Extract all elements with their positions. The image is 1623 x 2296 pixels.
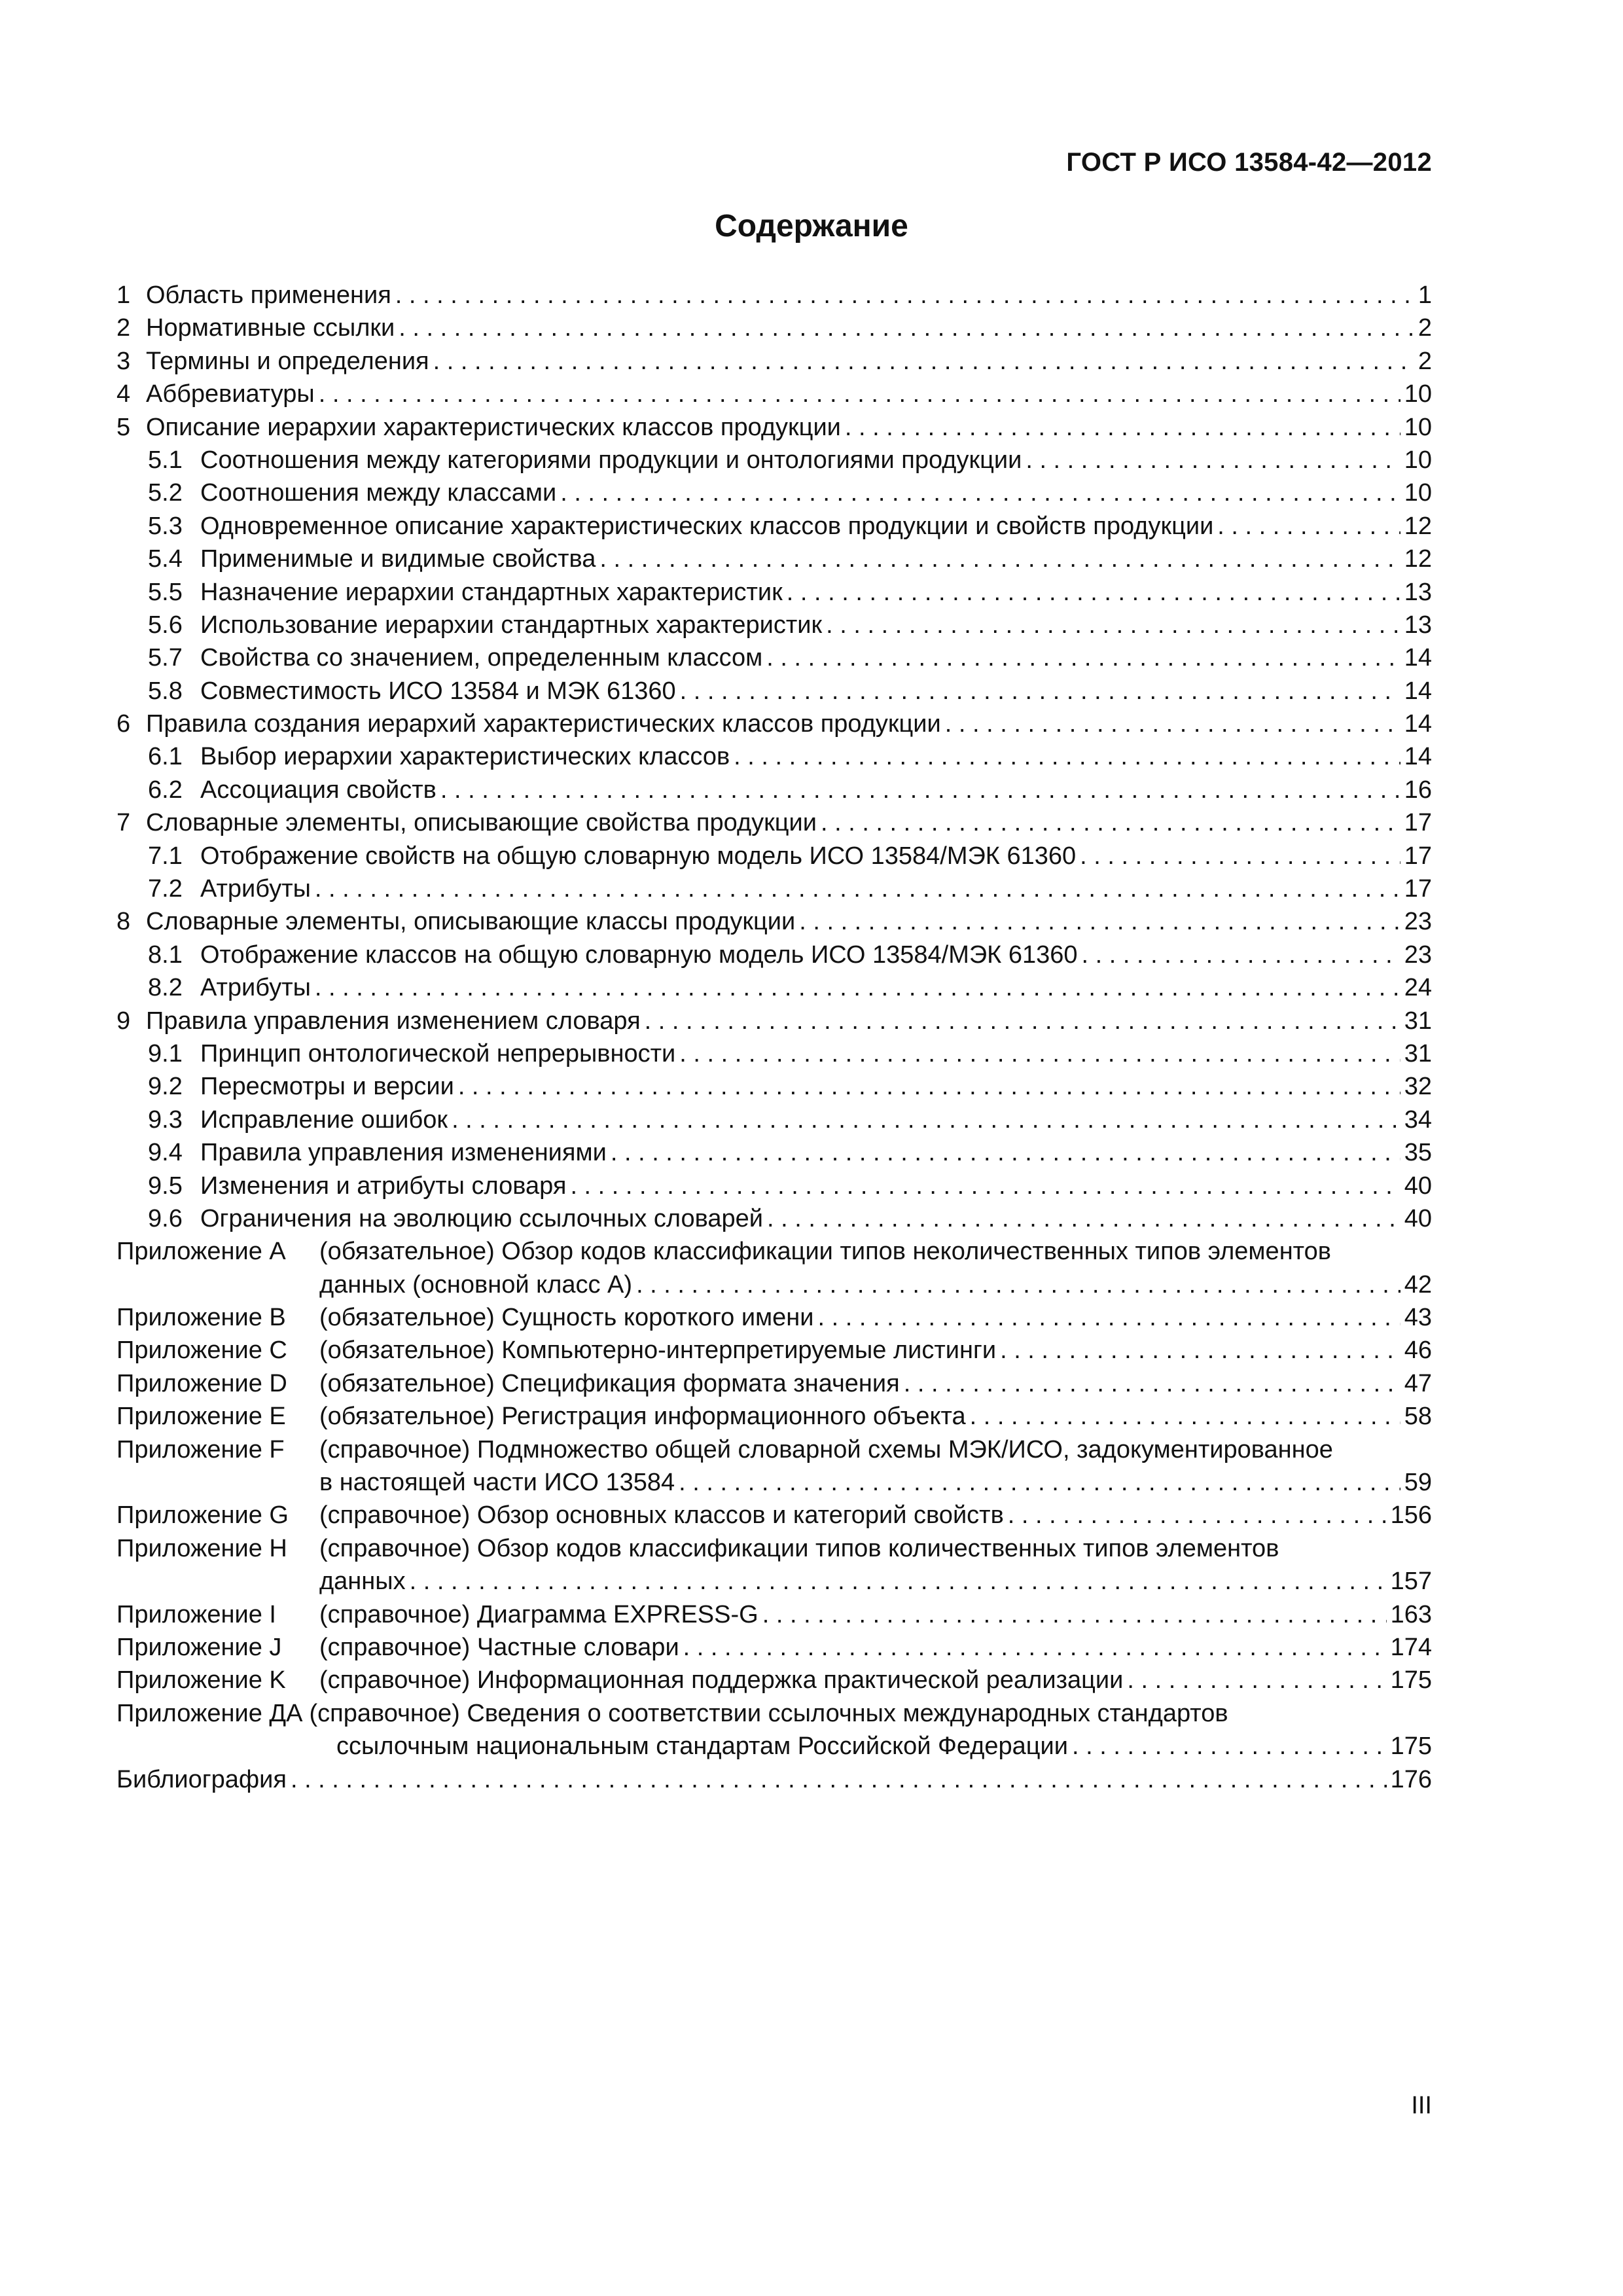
section-number: 9.4 bbox=[148, 1139, 183, 1167]
table-of-contents bbox=[116, 279, 1432, 1796]
toc-annex-a[interactable] bbox=[116, 1235, 1432, 1268]
annex-title: (справочное) Частные словари bbox=[319, 1634, 679, 1661]
section-title: Одновременное описание характеристических классов продукции и свойств продукции bbox=[200, 512, 1214, 540]
toc-entry[interactable] bbox=[116, 609, 1432, 641]
section-title: Отображение классов на общую словарную модель ИСО 13584/МЭК 61360 bbox=[200, 941, 1078, 969]
page-number: 16 bbox=[1404, 776, 1432, 804]
leader-dots bbox=[821, 806, 1400, 839]
leader-dots bbox=[787, 576, 1400, 609]
toc-entry[interactable] bbox=[116, 279, 1432, 312]
page-number: 40 bbox=[1404, 1172, 1432, 1200]
leader-dots bbox=[636, 1268, 1400, 1301]
leader-dots bbox=[611, 1136, 1400, 1169]
section-title: Принцип онтологической непрерывности bbox=[200, 1039, 676, 1067]
page-number: 14 bbox=[1404, 743, 1432, 771]
annex-title: (справочное) Обзор основных классов и категорий свойств bbox=[319, 1501, 1004, 1530]
page-number: 13 bbox=[1404, 611, 1432, 639]
page-number: 13 bbox=[1404, 578, 1432, 606]
toc-annex-f-cont[interactable] bbox=[116, 1466, 1432, 1499]
leader-dots bbox=[679, 1037, 1400, 1070]
toc-entry[interactable] bbox=[116, 806, 1432, 839]
leader-dots bbox=[291, 1763, 1387, 1796]
toc-entry[interactable] bbox=[116, 576, 1432, 609]
annex-title: (обязательное) Регистрация информационного объекта bbox=[319, 1403, 966, 1431]
leader-dots bbox=[1082, 939, 1400, 971]
toc-entry[interactable] bbox=[116, 476, 1432, 509]
page-number: 31 bbox=[1404, 1039, 1432, 1067]
annex-title: (обязательное) Сущность короткого имени bbox=[319, 1304, 814, 1332]
section-number: 9.5 bbox=[148, 1172, 183, 1200]
section-number: 5.6 bbox=[148, 611, 183, 639]
toc-annex-d[interactable] bbox=[116, 1367, 1432, 1400]
page-number: 176 bbox=[1390, 1765, 1432, 1793]
leader-dots bbox=[395, 279, 1414, 312]
leader-dots bbox=[1217, 510, 1400, 543]
annex-title: (справочное) Информационная поддержка практической реализации bbox=[319, 1666, 1124, 1695]
section-number: 7.2 bbox=[148, 875, 183, 903]
annex-title-cont: ссылочным национальным стандартам Российской Федерации bbox=[336, 1732, 1069, 1761]
toc-entry[interactable] bbox=[116, 641, 1432, 674]
page-number: 2 bbox=[1418, 347, 1432, 375]
annex-label: Приложение Н bbox=[116, 1534, 287, 1562]
section-number: 8 bbox=[116, 908, 131, 936]
section-title: Исправление ошибок bbox=[200, 1105, 448, 1134]
toc-bibliography[interactable] bbox=[116, 1763, 1432, 1796]
section-number: 7.1 bbox=[148, 842, 183, 870]
section-number: 5.4 bbox=[148, 545, 183, 573]
toc-entry[interactable] bbox=[116, 939, 1432, 971]
section-number: 7 bbox=[116, 809, 131, 837]
toc-annex-da[interactable] bbox=[116, 1697, 1432, 1730]
section-number: 6 bbox=[116, 710, 131, 738]
leader-dots bbox=[315, 971, 1400, 1004]
section-title: Изменения и атрибуты словаря bbox=[200, 1172, 567, 1200]
toc-entry[interactable] bbox=[116, 740, 1432, 773]
leader-dots bbox=[570, 1170, 1400, 1202]
leader-dots bbox=[970, 1400, 1400, 1433]
section-title: Использование иерархии стандартных характеристик bbox=[200, 611, 823, 639]
page-number: 42 bbox=[1404, 1270, 1432, 1299]
annex-label: Приложение F bbox=[116, 1435, 285, 1463]
page-number: 24 bbox=[1404, 974, 1432, 1002]
toc-entry[interactable] bbox=[116, 1037, 1432, 1070]
section-title: Соотношения между классами bbox=[200, 479, 557, 507]
section-number: 1 bbox=[116, 281, 131, 309]
annex-label: Приложение В bbox=[116, 1304, 286, 1332]
section-number: 6.2 bbox=[148, 776, 183, 804]
section-title: Соотношения между категориями продукции и онтологиями продукции bbox=[200, 446, 1022, 474]
section-title: Выбор иерархии характеристических классов bbox=[200, 743, 730, 771]
section-title: Правила создания иерархий характеристических классов продукции bbox=[146, 710, 941, 738]
section-number: 5 bbox=[116, 413, 131, 441]
page-number: 10 bbox=[1404, 479, 1432, 507]
section-title: Словарные элементы, описывающие свойства продукции bbox=[146, 809, 817, 837]
section-number: 9.1 bbox=[148, 1039, 183, 1067]
section-number: 5.7 bbox=[148, 644, 183, 672]
leader-dots bbox=[799, 905, 1400, 938]
section-title: Применимые и видимые свойства bbox=[200, 545, 596, 573]
toc-entry[interactable] bbox=[116, 1170, 1432, 1202]
page-number: 156 bbox=[1390, 1501, 1432, 1530]
toc-entry[interactable] bbox=[116, 1005, 1432, 1037]
toc-entry[interactable] bbox=[116, 1070, 1432, 1103]
page-number: 1 bbox=[1418, 281, 1432, 309]
section-number: 3 bbox=[116, 347, 131, 375]
section-title: Область применения bbox=[146, 281, 391, 309]
page-number: 43 bbox=[1404, 1304, 1432, 1332]
annex-title: (обязательное) Компьютерно-интерпретируемые листинги bbox=[319, 1336, 997, 1365]
toc-entry[interactable] bbox=[116, 675, 1432, 708]
leader-dots bbox=[762, 1598, 1387, 1631]
page-number: 10 bbox=[1404, 380, 1432, 408]
annex-label: Приложение G bbox=[116, 1501, 289, 1530]
page-number: 14 bbox=[1404, 710, 1432, 738]
section-number: 5.1 bbox=[148, 446, 183, 474]
section-number: 5.5 bbox=[148, 578, 183, 606]
page-number: 12 bbox=[1404, 545, 1432, 573]
toc-entry[interactable] bbox=[116, 312, 1432, 344]
annex-label: Приложение J bbox=[116, 1634, 282, 1661]
section-number: 4 bbox=[116, 380, 131, 408]
page-number: 157 bbox=[1390, 1568, 1432, 1596]
leader-dots bbox=[433, 345, 1414, 378]
section-number: 9 bbox=[116, 1007, 131, 1035]
leader-dots bbox=[1000, 1334, 1400, 1367]
toc-annex-b[interactable] bbox=[116, 1301, 1432, 1334]
section-number: 5.2 bbox=[148, 479, 183, 507]
section-number: 9.2 bbox=[148, 1073, 183, 1101]
leader-dots bbox=[679, 1466, 1400, 1499]
page-number: 10 bbox=[1404, 413, 1432, 441]
leader-dots bbox=[826, 609, 1400, 641]
toc-sections bbox=[116, 279, 1432, 1235]
toc-entry[interactable] bbox=[116, 378, 1432, 410]
leader-dots bbox=[767, 1202, 1400, 1235]
toc-entry[interactable] bbox=[116, 444, 1432, 476]
toc-annex-i[interactable] bbox=[116, 1598, 1432, 1631]
leader-dots bbox=[1072, 1730, 1387, 1763]
annex-label: Приложение ДА bbox=[116, 1699, 303, 1727]
page-number: 58 bbox=[1404, 1403, 1432, 1431]
leader-dots bbox=[766, 641, 1400, 674]
toc-entry[interactable] bbox=[116, 905, 1432, 938]
toc-entry[interactable] bbox=[116, 708, 1432, 740]
section-title: Ограничения на эволюцию ссылочных словарей bbox=[200, 1204, 764, 1232]
leader-dots bbox=[680, 675, 1400, 708]
page-number: 2 bbox=[1418, 314, 1432, 342]
leader-dots bbox=[458, 1070, 1400, 1103]
section-title: Правила управления изменениями bbox=[200, 1139, 607, 1167]
document-code: ГОСТ Р ИСО 13584-42—2012 bbox=[1066, 148, 1432, 177]
bibliography-label: Библиография bbox=[116, 1765, 287, 1793]
page-number: 174 bbox=[1390, 1634, 1432, 1661]
annex-title-cont: данных bbox=[319, 1568, 406, 1596]
page-title: Содержание bbox=[715, 209, 908, 243]
annex-title: (обязательное) Обзор кодов классификации типов неколичественных типов элементов bbox=[319, 1238, 1331, 1266]
toc-entry[interactable] bbox=[116, 1202, 1432, 1235]
leader-dots bbox=[315, 872, 1400, 905]
toc-entry[interactable] bbox=[116, 1103, 1432, 1136]
leader-dots bbox=[845, 411, 1400, 444]
leader-dots bbox=[818, 1301, 1400, 1334]
leader-dots bbox=[440, 774, 1400, 806]
leader-dots bbox=[1127, 1664, 1386, 1696]
page-number-footer: III bbox=[1411, 2092, 1432, 2119]
annex-label: Приложение I bbox=[116, 1600, 276, 1628]
leader-dots bbox=[945, 708, 1400, 740]
page-number: 17 bbox=[1404, 842, 1432, 870]
toc-annex-f[interactable] bbox=[116, 1433, 1432, 1466]
section-number: 5.3 bbox=[148, 512, 183, 540]
section-title: Свойства со значением, определенным классом bbox=[200, 644, 763, 672]
annex-title: (справочное) Сведения о соответствии ссылочных международных стандартов bbox=[309, 1699, 1228, 1727]
leader-dots bbox=[560, 476, 1400, 509]
section-title: Совместимость ИСО 13584 и МЭК 61360 bbox=[200, 677, 676, 705]
page-number: 17 bbox=[1404, 809, 1432, 837]
annex-title-cont: данных (основной класс А) bbox=[319, 1270, 633, 1299]
section-number: 5.8 bbox=[148, 677, 183, 705]
toc-annex-h[interactable] bbox=[116, 1532, 1432, 1565]
page-number: 34 bbox=[1404, 1105, 1432, 1134]
page-number: 59 bbox=[1404, 1469, 1432, 1497]
page-number: 23 bbox=[1404, 908, 1432, 936]
page-number: 163 bbox=[1390, 1600, 1432, 1628]
annex-label: Приложение Е bbox=[116, 1403, 286, 1431]
toc-entry[interactable] bbox=[116, 543, 1432, 575]
page-number: 40 bbox=[1404, 1204, 1432, 1232]
toc-entry[interactable] bbox=[116, 774, 1432, 806]
page-number: 46 bbox=[1404, 1336, 1432, 1365]
page-number: 23 bbox=[1404, 941, 1432, 969]
section-title: Нормативные ссылки bbox=[146, 314, 395, 342]
annex-title: (справочное) Подмножество общей словарной схемы МЭК/ИСО, задокументированное bbox=[319, 1435, 1333, 1463]
page-number: 175 bbox=[1390, 1732, 1432, 1761]
section-title: Аббревиатуры bbox=[146, 380, 315, 408]
section-title: Описание иерархии характеристических классов продукции bbox=[146, 413, 841, 441]
annex-label: Приложение D bbox=[116, 1369, 287, 1397]
page-number: 10 bbox=[1404, 446, 1432, 474]
toc-entry[interactable] bbox=[116, 510, 1432, 543]
page-number: 14 bbox=[1404, 677, 1432, 705]
toc-entry[interactable] bbox=[116, 840, 1432, 872]
page-number: 32 bbox=[1404, 1073, 1432, 1101]
toc-entry[interactable] bbox=[116, 971, 1432, 1004]
annex-title: (справочное) Диаграмма EXPRESS-G bbox=[319, 1600, 758, 1628]
leader-dots bbox=[1080, 840, 1400, 872]
leader-dots bbox=[410, 1565, 1387, 1598]
leader-dots bbox=[599, 543, 1400, 575]
page-number: 175 bbox=[1390, 1666, 1432, 1695]
section-number: 2 bbox=[116, 314, 131, 342]
leader-dots bbox=[452, 1103, 1400, 1136]
toc-annex-c[interactable] bbox=[116, 1335, 1432, 1367]
section-title: Термины и определения bbox=[146, 347, 429, 375]
page-number: 14 bbox=[1404, 644, 1432, 672]
leader-dots bbox=[319, 378, 1400, 410]
leader-dots bbox=[1008, 1499, 1387, 1532]
page-number: 12 bbox=[1404, 512, 1432, 540]
toc-annex-h-cont[interactable] bbox=[116, 1565, 1432, 1598]
leader-dots bbox=[399, 312, 1414, 344]
leader-dots bbox=[904, 1367, 1400, 1400]
toc-entry[interactable] bbox=[116, 345, 1432, 378]
toc-entry[interactable] bbox=[116, 1136, 1432, 1169]
section-title: Правила управления изменением словаря bbox=[146, 1007, 641, 1035]
leader-dots bbox=[734, 740, 1400, 773]
annex-label: Приложение K bbox=[116, 1666, 286, 1695]
section-number: 8.2 bbox=[148, 974, 183, 1002]
toc-annex-g[interactable] bbox=[116, 1499, 1432, 1532]
section-title: Атрибуты bbox=[200, 974, 311, 1002]
annex-title-cont: в настоящей части ИСО 13584 bbox=[319, 1469, 675, 1497]
section-number: 6.1 bbox=[148, 743, 183, 771]
section-title: Пересмотры и версии bbox=[200, 1073, 454, 1101]
annex-label: Приложение А bbox=[116, 1238, 286, 1266]
section-number: 9.6 bbox=[148, 1204, 183, 1232]
leader-dots bbox=[645, 1005, 1400, 1037]
page-number: 31 bbox=[1404, 1007, 1432, 1035]
section-number: 9.3 bbox=[148, 1105, 183, 1134]
toc-annex-da-cont[interactable] bbox=[116, 1730, 1432, 1763]
page-number: 35 bbox=[1404, 1139, 1432, 1167]
section-title: Ассоциация свойств bbox=[200, 776, 437, 804]
toc-annex-j[interactable] bbox=[116, 1631, 1432, 1664]
page-number: 17 bbox=[1404, 875, 1432, 903]
section-title: Словарные элементы, описывающие классы продукции bbox=[146, 908, 796, 936]
annex-title: (обязательное) Спецификация формата значения bbox=[319, 1369, 900, 1397]
toc-annex-a-cont[interactable] bbox=[116, 1268, 1432, 1301]
annex-label: Приложение С bbox=[116, 1336, 287, 1365]
section-title: Назначение иерархии стандартных характеристик bbox=[200, 578, 783, 606]
leader-dots bbox=[683, 1631, 1387, 1664]
toc-entry[interactable] bbox=[116, 411, 1432, 444]
page-number: 47 bbox=[1404, 1369, 1432, 1397]
toc-annex-e[interactable] bbox=[116, 1400, 1432, 1433]
annex-title: (справочное) Обзор кодов классификации типов количественных типов элементов bbox=[319, 1534, 1279, 1562]
toc-entry[interactable] bbox=[116, 872, 1432, 905]
toc-annex-k[interactable] bbox=[116, 1664, 1432, 1696]
section-number: 8.1 bbox=[148, 941, 183, 969]
section-title: Отображение свойств на общую словарную модель ИСО 13584/МЭК 61360 bbox=[200, 842, 1077, 870]
leader-dots bbox=[1026, 444, 1400, 476]
section-title: Атрибуты bbox=[200, 875, 311, 903]
